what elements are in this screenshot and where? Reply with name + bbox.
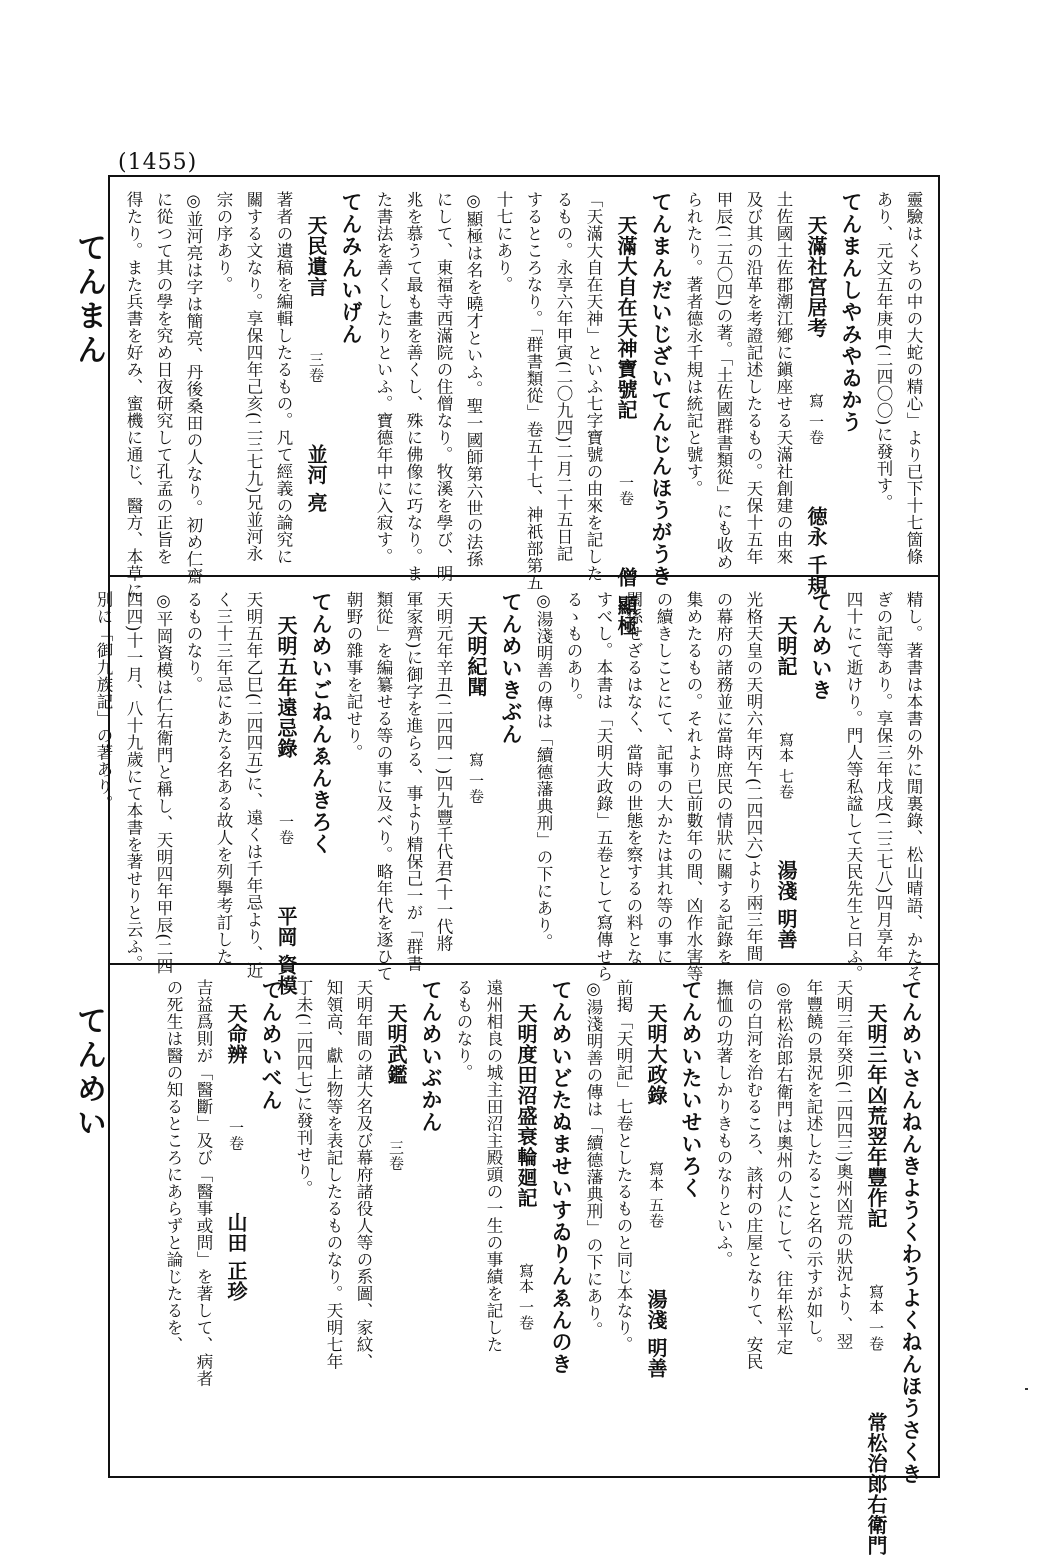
entry-title: 天明度田沼盛衰輪廻記 [514, 1003, 538, 1208]
band-1 [110, 177, 938, 636]
entry-author: 徳永 千規 [804, 464, 828, 596]
body-text-line: るものなり。 [184, 591, 203, 693]
entry-title: 天明五年遠忌錄 [274, 615, 298, 759]
band-1-columns [118, 191, 928, 636]
entry-title: 天明記 [774, 615, 798, 677]
entry-reading: てんめいどたぬませいすゐりんゑんのき [549, 979, 574, 1375]
entry-volume: 寫本 一卷 [517, 1232, 535, 1331]
body-text-line: 遠州相良の城主田沼主殿頭の一生の事績を記した [484, 979, 503, 1353]
entry-author: 並河 亮 [304, 403, 328, 513]
body-text-line: 四四)十一月、八十九歲にて本書を著せりと云ふ。 [124, 591, 143, 972]
body-text-line: 「天滿大自在天神」といふ七字寶號の由來を記した [584, 191, 603, 582]
entry-volume: 寫本 七卷 [777, 700, 795, 799]
body-text-line: ぎの記等あり。享保三年戊戌(二三七八)四月享年 [874, 591, 893, 962]
entry-title-line [608, 191, 644, 636]
body-text-line: るものなり。 [454, 979, 473, 1081]
body-text-line: 精し。著書は本書の外に閒裏錄、松山晴語、かたそ [904, 591, 923, 982]
body-text-line: 光格天皇の天明六年丙午(二四四六)より兩三年間 [744, 591, 763, 962]
entry-volume: 寫本 一卷 [867, 1252, 885, 1351]
body-text-line: 得たり。また兵書を好み、蜜機に通じ、醫方、本草に [124, 191, 143, 599]
entry-reading: てんまんだいじざいてんじんほうがうき [649, 191, 674, 587]
body-text-line: ◎平岡資模は仁右衛門と稱し、天明四年甲辰(二四 [154, 591, 173, 975]
body-text-line: 信の白河を治むるころ、該村の庄屋となりて、安民 [744, 979, 763, 1370]
entry-title: 天滿大自在天神寶號記 [614, 215, 638, 420]
entry-reading: てんみんいげん [339, 191, 364, 345]
body-text-line: ◎並河亮は字は簡亮、丹後桑田の人なり。初め仁齋 [184, 191, 203, 585]
entry-title-line [768, 591, 804, 953]
entry-title-line [298, 191, 334, 565]
body-text-line: 關する文なり。享保四年己亥(二三七九)兄並河永 [244, 191, 263, 562]
entry-reading: てんめいべん [259, 979, 284, 1111]
body-text-line: 土佐國土佐郡潮江鄕に鎭座せる天滿社創建の由來 [774, 191, 793, 565]
body-text-line: ◎湯淺明善の傳は「續德藩典刑」の下にあり。 [584, 979, 603, 1339]
entry-volume: 三卷 [307, 321, 325, 383]
body-text-line: の續きしことにて、記事の大かたは其れ等の事に [654, 591, 673, 965]
entry-author: 僧 顯極 [614, 526, 638, 636]
body-text-line: た書法を善くしたりといふ。寶德年中に入寂す。 [374, 191, 393, 565]
edge-mark [1025, 1388, 1028, 1390]
body-text-line: の幕府の諸務並に當時庶民の情狀に關する記錄を [714, 591, 733, 965]
body-text-line: く三十三年忌にあたる名ある故人を列擧考訂した [214, 591, 233, 965]
body-text-line: 朝野の雜事を記せり。 [344, 591, 363, 761]
body-text-line: にして、東福寺西滿院の住僧なり。牧溪を學び、明 [434, 191, 453, 582]
entry-volume: 寫 一卷 [467, 721, 485, 804]
entry-reading: てんめいごねんゑんきろく [309, 591, 334, 855]
page-number: (1455) [118, 150, 198, 175]
body-text-line: するところなり。「群書類從」卷五十七、神祇部第五 [524, 191, 543, 591]
body-text-line: ◎湯淺明善の傳は「續德藩典刑」の下にあり。 [534, 591, 553, 951]
body-text-line: 知領高、獻上物等を表記したるものなり。天明七年 [324, 979, 343, 1370]
entry-reading: てんめいさんねんきようくわうよくねんほうさくき [899, 979, 924, 1485]
entry-title-line [218, 979, 254, 1466]
body-text-line: 及び其の沿革を考證記述したるもの。天保十五年 [744, 191, 763, 565]
body-text-line: 天明三年癸卯(二四四三)奧州凶荒の狀況より、翌 [834, 979, 853, 1350]
entry-volume: 一卷 [227, 1088, 245, 1151]
body-text-line: 類從」を編纂せる等の事に及べり。略年代を逐ひて [374, 591, 393, 982]
entry-author: 湯淺 明善 [644, 1247, 668, 1379]
body-text-line: 天明五年乙巳(二四四五)に、遠くは千年忌より、近 [244, 591, 263, 979]
entry-reading: てんめいきぶん [499, 591, 524, 745]
body-text-line: るもの。永享六年甲寅(二〇九四)二月二十五日記 [554, 191, 573, 562]
body-text-line: 撫恤の功著しかりきものなりといふ。 [714, 979, 733, 1268]
body-text-line: 吉益爲則が「醫斷」及び「醫事或問」を著して、病者 [194, 979, 213, 1387]
entry-reading: てんまんしやみやゐかう [839, 191, 864, 433]
band-3-columns [118, 979, 928, 1555]
body-text-line: 宗の序あり。 [214, 191, 233, 293]
body-text-line: に從つて其の學を究め日夜研究して孔孟の正旨を [154, 191, 173, 565]
entry-reading: てんめいぶかん [419, 979, 444, 1133]
body-text-line: の死生は醫の知るところにあらずと論じたるを、 [164, 979, 183, 1353]
body-text-line: あり、元文五年庚申(二四〇〇)に發刊す。 [874, 191, 893, 511]
body-text-line: 年豐饒の景況を記述したること名の示すが如し。 [804, 979, 823, 1353]
band-3 [110, 965, 938, 1555]
entry-title-line [798, 191, 834, 596]
entry-reading: てんめいき [809, 591, 834, 701]
entry-volume: 一卷 [277, 782, 295, 845]
body-text-line: 靈驗はくちの中の大蛇の精心」より已下十七箇條 [904, 191, 923, 565]
body-text-line: 著者の遺稿を編輯したるもの。凡て經義の論究に [274, 191, 293, 565]
body-text-line: 關係せざるはなく、當時の世態を察するの料とな [624, 591, 643, 965]
body-text-line: 別に「御九族記」の著あり。 [94, 591, 113, 812]
entry-title: 天民遺言 [304, 215, 328, 297]
body-text-line: 十七にあり。 [494, 191, 513, 293]
entry-title-line [378, 979, 414, 1466]
body-text-line: 丁未(二四四七)に發刊せり。 [294, 979, 313, 1197]
entry-volume: 三卷 [387, 1109, 405, 1171]
page-frame [94, 175, 940, 1555]
entry-title: 天明武鑑 [384, 1003, 408, 1085]
entry-title: 天明大政錄 [644, 1003, 668, 1106]
entry-title-line [858, 979, 894, 1555]
body-text-line: 兆を慕うて最も畫を善くし、殊に佛像に巧なり。ま [404, 191, 423, 582]
entry-title-line [638, 979, 674, 1466]
entry-title: 天明三年凶荒翌年豐作記 [864, 1003, 888, 1229]
entry-volume: 寫 一卷 [807, 362, 825, 445]
entry-author: 常松治郎右衛門 [864, 1370, 888, 1555]
entry-title-line [268, 591, 304, 995]
entry-title-line [508, 979, 544, 1466]
entry-author: 平岡 資模 [274, 864, 298, 995]
body-text-line: るゝものあり。 [564, 591, 583, 710]
entry-title-line [458, 591, 494, 953]
body-text-line: ◎常松治郎右衛門は奧州の人にして、往年松平定 [774, 979, 793, 1356]
side-label-bottom: てんめい [71, 1005, 106, 1141]
body-text-line: 前掲「天明記」七卷としたるものと同じ本なり。 [614, 979, 633, 1353]
body-text-line: 天明年間の諸大名及び幕府諸役人等の系圖、家紋、 [354, 979, 373, 1370]
side-label-top: てんまん [71, 232, 106, 368]
body-text-line: すべし。本書は「天明大政錄」五卷として寫傳せら [594, 591, 613, 982]
band-2 [94, 577, 938, 995]
body-text-line: ◎顯極は名を曉才といふ。聖一國師第六世の法孫 [464, 191, 483, 568]
body-text-line: 四十にて逝けり。門人等私諡して天民先生と曰ふ。 [844, 591, 863, 982]
entry-volume: 寫本 五卷 [647, 1129, 665, 1228]
entry-reading: てんめいたいせいろく [679, 979, 704, 1199]
band-2-columns [94, 591, 928, 995]
entry-author: 湯淺 明善 [774, 818, 798, 950]
entry-title: 天命辨 [224, 1003, 248, 1065]
entry-volume: 一卷 [617, 444, 635, 506]
entry-title: 天明紀聞 [464, 615, 488, 697]
body-text-line: 集めたるもの。それより已前數年の間、凶作水害等 [684, 591, 703, 982]
entry-author: 山田 正珍 [224, 1170, 248, 1301]
body-text-line: 軍家齊)に御字を進らる、事より精保己一が「群書 [404, 591, 423, 972]
entry-title: 天滿社宮居考 [804, 215, 828, 338]
body-text-line: 天明元年辛丑(二四四一)四九豐千代君(十一代將 [434, 591, 453, 952]
body-text-line: 甲辰(二五〇四)の著。「土佐國群書類從」にも收め [714, 191, 733, 571]
body-text-line: られたり。著者德永千規は統記と號す。 [684, 191, 703, 497]
